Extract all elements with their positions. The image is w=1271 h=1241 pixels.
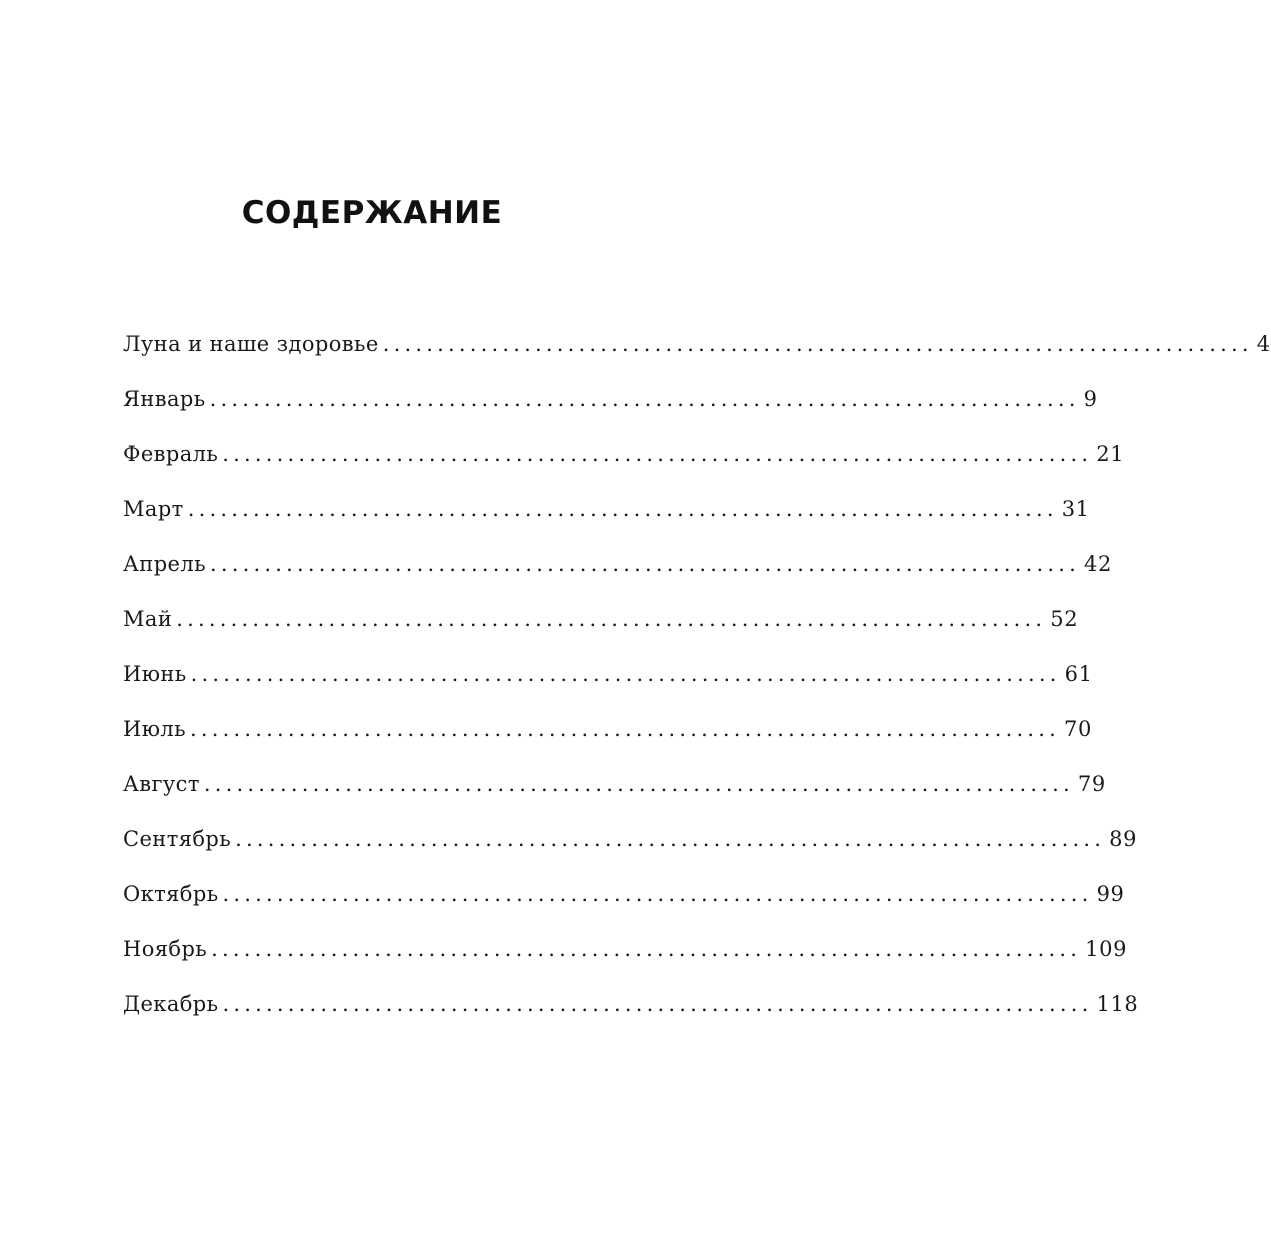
- toc-leader-dots: ................................................................................: [222, 992, 1093, 1016]
- toc-entry-page: 118: [1096, 992, 1139, 1016]
- toc-leader-dots: ................................................................................: [209, 552, 1080, 576]
- toc-entry: [123, 992, 1139, 1047]
- toc-entry: [123, 662, 1093, 717]
- toc-entry-label: Ноябрь: [123, 937, 208, 961]
- toc-entry: [123, 332, 1271, 387]
- toc-entry-label: Апрель: [123, 552, 206, 576]
- toc-entry-label: Март: [123, 497, 184, 521]
- toc-leader-dots: ................................................................................: [222, 442, 1093, 466]
- toc-entry-page: 99: [1096, 882, 1125, 906]
- toc-entry-label: Луна и наше здоровье: [123, 332, 379, 356]
- toc-entry: [123, 387, 1098, 442]
- toc-leader-dots: ................................................................................: [176, 607, 1047, 631]
- page-title: СОДЕРЖАНИЕ: [241, 195, 503, 231]
- toc-entry-page: 52: [1050, 607, 1079, 631]
- toc-entry-label: Сентябрь: [123, 827, 232, 851]
- toc-entry-label: Июнь: [123, 662, 187, 686]
- toc-leader-dots: ................................................................................: [382, 332, 1253, 356]
- toc-entry: [123, 882, 1125, 937]
- toc-entry: [123, 827, 1138, 882]
- toc-leader-dots: ................................................................................: [190, 662, 1061, 686]
- toc-entry-page: 89: [1109, 827, 1138, 851]
- toc-entry: [123, 772, 1106, 827]
- table-of-contents: [123, 332, 1271, 1047]
- toc-entry-page: 70: [1064, 717, 1092, 741]
- toc-entry-page: 9: [1083, 387, 1098, 411]
- toc-leader-dots: ................................................................................: [189, 717, 1061, 741]
- toc-entry: [123, 717, 1092, 772]
- toc-entry-page: 31: [1061, 497, 1090, 521]
- toc-entry-page: 61: [1064, 662, 1093, 686]
- toc-leader-dots: ................................................................................: [203, 772, 1074, 796]
- toc-entry: [123, 552, 1112, 607]
- toc-entry-page: 4: [1256, 332, 1271, 356]
- toc-entry-label: Октябрь: [123, 882, 219, 906]
- toc-entry-label: Февраль: [123, 442, 219, 466]
- toc-leader-dots: ................................................................................: [187, 497, 1058, 521]
- toc-entry-label: Декабрь: [123, 992, 219, 1016]
- toc-leader-dots: ................................................................................: [211, 937, 1082, 961]
- toc-leader-dots: ................................................................................: [235, 827, 1106, 851]
- toc-entry: [123, 442, 1125, 497]
- toc-entry-label: Январь: [123, 387, 206, 411]
- toc-entry-label: Май: [123, 607, 173, 631]
- toc-leader-dots: ................................................................................: [209, 387, 1080, 411]
- toc-entry: [123, 497, 1090, 552]
- toc-entry-label: Июль: [123, 717, 186, 741]
- toc-entry-label: Август: [123, 772, 200, 796]
- toc-entry-page: 109: [1085, 937, 1128, 961]
- toc-entry: [123, 607, 1079, 662]
- toc-entry-page: 42: [1083, 552, 1112, 576]
- toc-entry-page: 21: [1096, 442, 1125, 466]
- toc-entry-page: 79: [1077, 772, 1106, 796]
- toc-leader-dots: ................................................................................: [222, 882, 1093, 906]
- toc-entry: [123, 937, 1128, 992]
